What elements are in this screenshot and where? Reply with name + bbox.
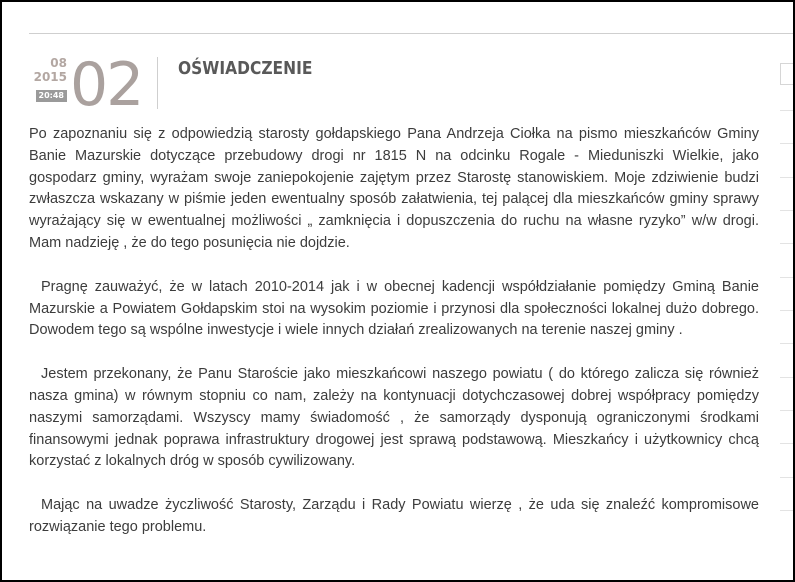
sidebar-divider	[780, 143, 793, 144]
article-paragraph: Jestem przekonany, że Panu Staroście jako mieszkańcowi naszego powiatu ( do którego zalicza się również nasza gmina) w równym stopniu co nam, zależy na kontynuacji dotychczasowej dobrej współpracy pomiędzy naszymi samorządami. Wszyscy mamy świadomość , że samorządy dysponują ograniczonymi środkami finansowymi jednak poprawa infrastruktury drogowej jest sprawą podstawową. Mieszkańcy i użytkownicy chcą korzystać z lokalnych dróg w sposób cywilizowany.	[29, 366, 759, 470]
header-divider	[157, 57, 158, 109]
post-title[interactable]: OŚWIADCZENIE	[178, 58, 313, 79]
post-date	[27, 56, 67, 103]
sidebar-divider	[780, 477, 793, 478]
sidebar-divider	[780, 177, 793, 178]
sidebar-divider	[780, 110, 793, 111]
sidebar-divider	[780, 377, 793, 378]
sidebar-divider	[780, 243, 793, 244]
sidebar-divider	[780, 410, 793, 411]
sidebar-edge	[780, 35, 793, 580]
sidebar-divider	[780, 277, 793, 278]
top-divider	[29, 33, 795, 34]
article-paragraph: Pragnę zauważyć, że w latach 2010-2014 jak i w obecnej kadencji współdziałanie pomiędzy Gminą Banie Mazurskie a Powiatem Gołdapskim stoi na wysokim poziomie i przynosi dla społeczności lokalnej dużo dobrego. Dowodem tego są wspólne inwestycje i wiele innych działań zrealizowanych na terenie naszej gminy .	[29, 278, 759, 339]
sidebar-divider	[780, 310, 793, 311]
sidebar-divider	[780, 210, 793, 211]
sidebar-divider	[780, 343, 793, 344]
sidebar-divider	[780, 510, 793, 511]
date-year: 2015	[33, 70, 67, 84]
article-body	[29, 124, 759, 561]
sidebar-input-edge[interactable]	[780, 63, 793, 85]
date-month: 08	[50, 56, 67, 70]
article-paragraph: Mając na uwadze życzliwość Starosty, Zarządu i Rady Powiatu wierzę , że uda się znaleźć kompromisowe rozwiązanie tego problemu.	[29, 497, 759, 535]
article-paragraph: Po zapoznaniu się z odpowiedzią starosty gołdapskiego Pana Andrzeja Ciołka na pismo mieszkańców Gminy Banie Mazurskie dotyczące przebudowy drogi nr 1815 N na odcinku Rogale - Mieduniszki Wielkie, jako gospodarz gminy, wyrażam swoje zaniepokojenie zajętym przez Starostę stanowiskiem. Moje zdziwienie budzi zwłaszcza wskazany w piśmie jeden ewentualny sposób załatwienia, tej palącej dla mieszkańców gminy sprawy wyrażający się w ewentualnej możliwości „ zamknięcia i dopuszczenia do ruchu na własne ryzyko” w/w drogi. Mam nadzieję , że do tego posunięcia nie dojdzie.	[29, 126, 759, 251]
date-time-badge: 20:48	[36, 90, 67, 102]
sidebar-divider	[780, 443, 793, 444]
date-day: 02	[70, 50, 143, 120]
